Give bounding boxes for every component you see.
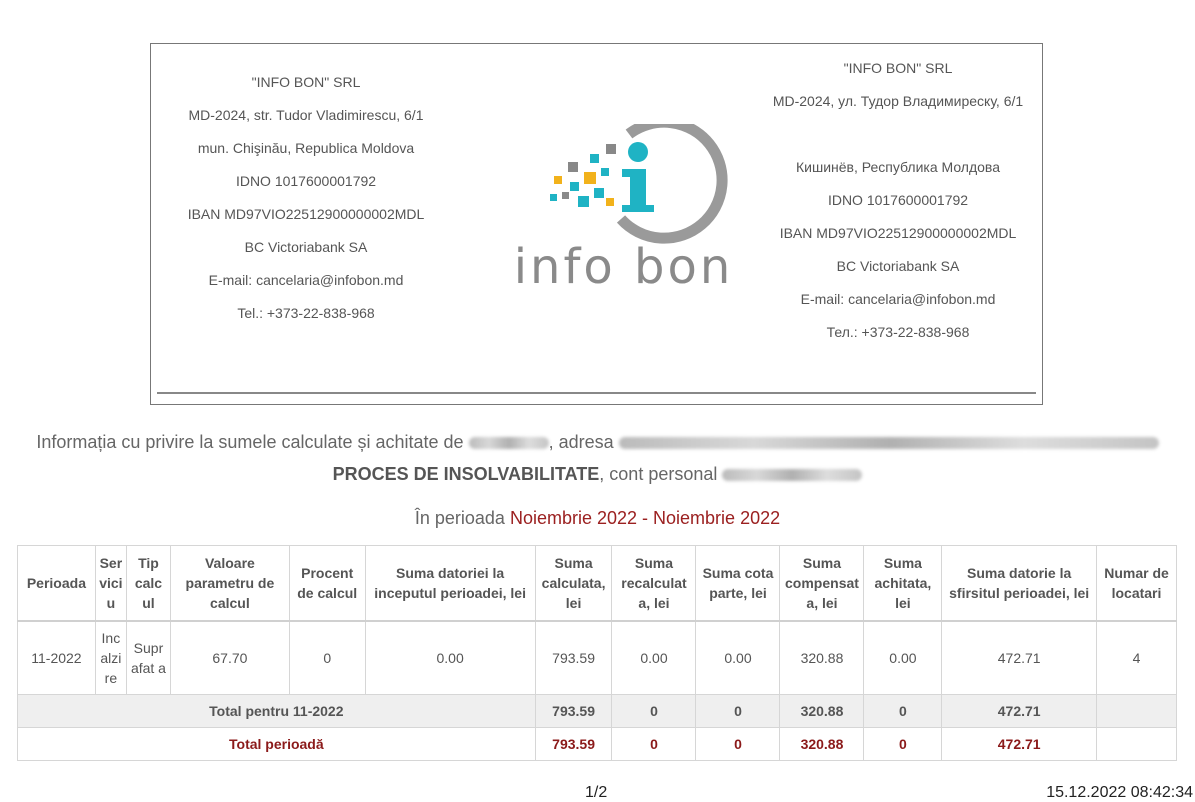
col-header-recalculated: Suma recalculat a, lei [612,546,696,622]
cell-period: 11-2022 [18,621,96,695]
calculation-table [17,545,1177,761]
company-name: "INFO BON" SRL [251,74,361,90]
grand-total-recalculated: 0 [612,728,696,761]
cell-recalculated: 0.00 [612,621,696,695]
cell-share: 0.00 [696,621,780,695]
col-header-calc-type: Tip calc ul [126,546,170,622]
col-header-tenants: Numar de locatari [1097,546,1177,622]
grand-total-calculated: 793.59 [535,728,612,761]
grand-total-paid: 0 [864,728,942,761]
subtotal-row [18,695,1177,728]
company-email: E-mail: cancelaria@infobon.md [800,291,996,307]
cell-paid: 0.00 [864,621,942,695]
company-name: "INFO BON" SRL [843,60,953,76]
cell-debt-end: 472.71 [942,621,1097,695]
company-bank: BC Victoriabank SA [836,258,960,274]
company-phone: Тел.: +373-22-838-968 [826,324,970,340]
period-label: În perioada [414,508,505,528]
subtotal-share: 0 [696,695,780,728]
table-header-row [18,546,1177,622]
account-label: , cont personal [599,464,718,484]
company-idno: IDNO 1017600001792 [827,192,969,208]
page-number: 1/2 [585,784,608,801]
cell-service: Inc alzi re [95,621,126,695]
col-header-calculated: Suma calculata, lei [535,546,612,622]
info-line-recipient [0,432,1195,453]
company-phone: Tel.: +373-22-838-968 [237,305,375,321]
company-address-ro [171,66,441,330]
cell-debt-start: 0.00 [365,621,535,695]
header-divider [157,392,1036,394]
subtotal-tenants [1097,695,1177,728]
col-header-param-value: Valoare parametru de calcul [170,546,289,622]
company-street: MD-2024, str. Tudor Vladimirescu, 6/1 [188,107,424,123]
subtotal-label: Total pentru 11-2022 [18,695,536,728]
table-row [18,621,1177,695]
cell-param-value: 67.70 [170,621,289,695]
col-header-debt-start: Suma datoriei la inceputul perioadei, lei [365,546,535,622]
insolvency-label: PROCES DE INSOLVABILITATE [332,464,600,484]
logo-wordmark: info bon [513,239,734,295]
period-value: Noiembrie 2022 - Noiembrie 2022 [509,508,781,528]
grand-total-debt-end: 472.71 [942,728,1097,761]
print-datetime: 15.12.2022 08:42:34 [1046,784,1193,801]
redacted-address [619,437,1159,449]
subtotal-calculated: 793.59 [535,695,612,728]
cell-compensated: 320.88 [780,621,864,695]
col-header-period: Perioada [18,546,96,622]
col-header-debt-end: Suma datorie la sfirsitul perioadei, lei [942,546,1097,622]
grand-total-share: 0 [696,728,780,761]
redacted-account [722,469,862,481]
col-header-share: Suma cota parte, lei [696,546,780,622]
col-header-service: Ser vici u [95,546,126,622]
grand-total-label: Total perioadă [18,728,536,761]
info-intro-text: Informația cu privire la sumele calculate și achitate de [36,432,464,452]
cell-calculated: 793.59 [535,621,612,695]
col-header-percent: Procent de calcul [289,546,365,622]
subtotal-recalculated: 0 [612,695,696,728]
company-email: E-mail: cancelaria@infobon.md [208,272,404,288]
company-iban: IBAN MD97VIO22512900000002MDL [779,225,1017,241]
col-header-compensated: Suma compensat a, lei [780,546,864,622]
info-address-label: , adresa [548,432,614,452]
company-address-ru [767,52,1029,349]
cell-tenants: 4 [1097,621,1177,695]
subtotal-compensated: 320.88 [780,695,864,728]
grand-total-tenants [1097,728,1177,761]
col-header-paid: Suma achitata, lei [864,546,942,622]
subtotal-debt-end: 472.71 [942,695,1097,728]
company-bank: BC Victoriabank SA [244,239,368,255]
redacted-name [469,437,549,449]
logo-graphic [506,124,736,254]
subtotal-paid: 0 [864,695,942,728]
grand-total-compensated: 320.88 [780,728,864,761]
company-idno: IDNO 1017600001792 [235,173,377,189]
company-city: mun. Chişinău, Republica Moldova [197,140,415,156]
company-street: MD-2024, ул. Тудор Владимиреску, 6/1 [772,93,1024,109]
info-bon-logo [506,124,736,304]
cell-calc-type: Supr afat a [126,621,170,695]
info-line-account [0,464,1195,485]
grand-total-row [18,728,1177,761]
cell-percent: 0 [289,621,365,695]
company-iban: IBAN MD97VIO22512900000002MDL [187,206,425,222]
company-header-box [150,43,1043,405]
period-line [0,508,1195,529]
company-city: Кишинёв, Республика Молдова [796,159,1000,175]
